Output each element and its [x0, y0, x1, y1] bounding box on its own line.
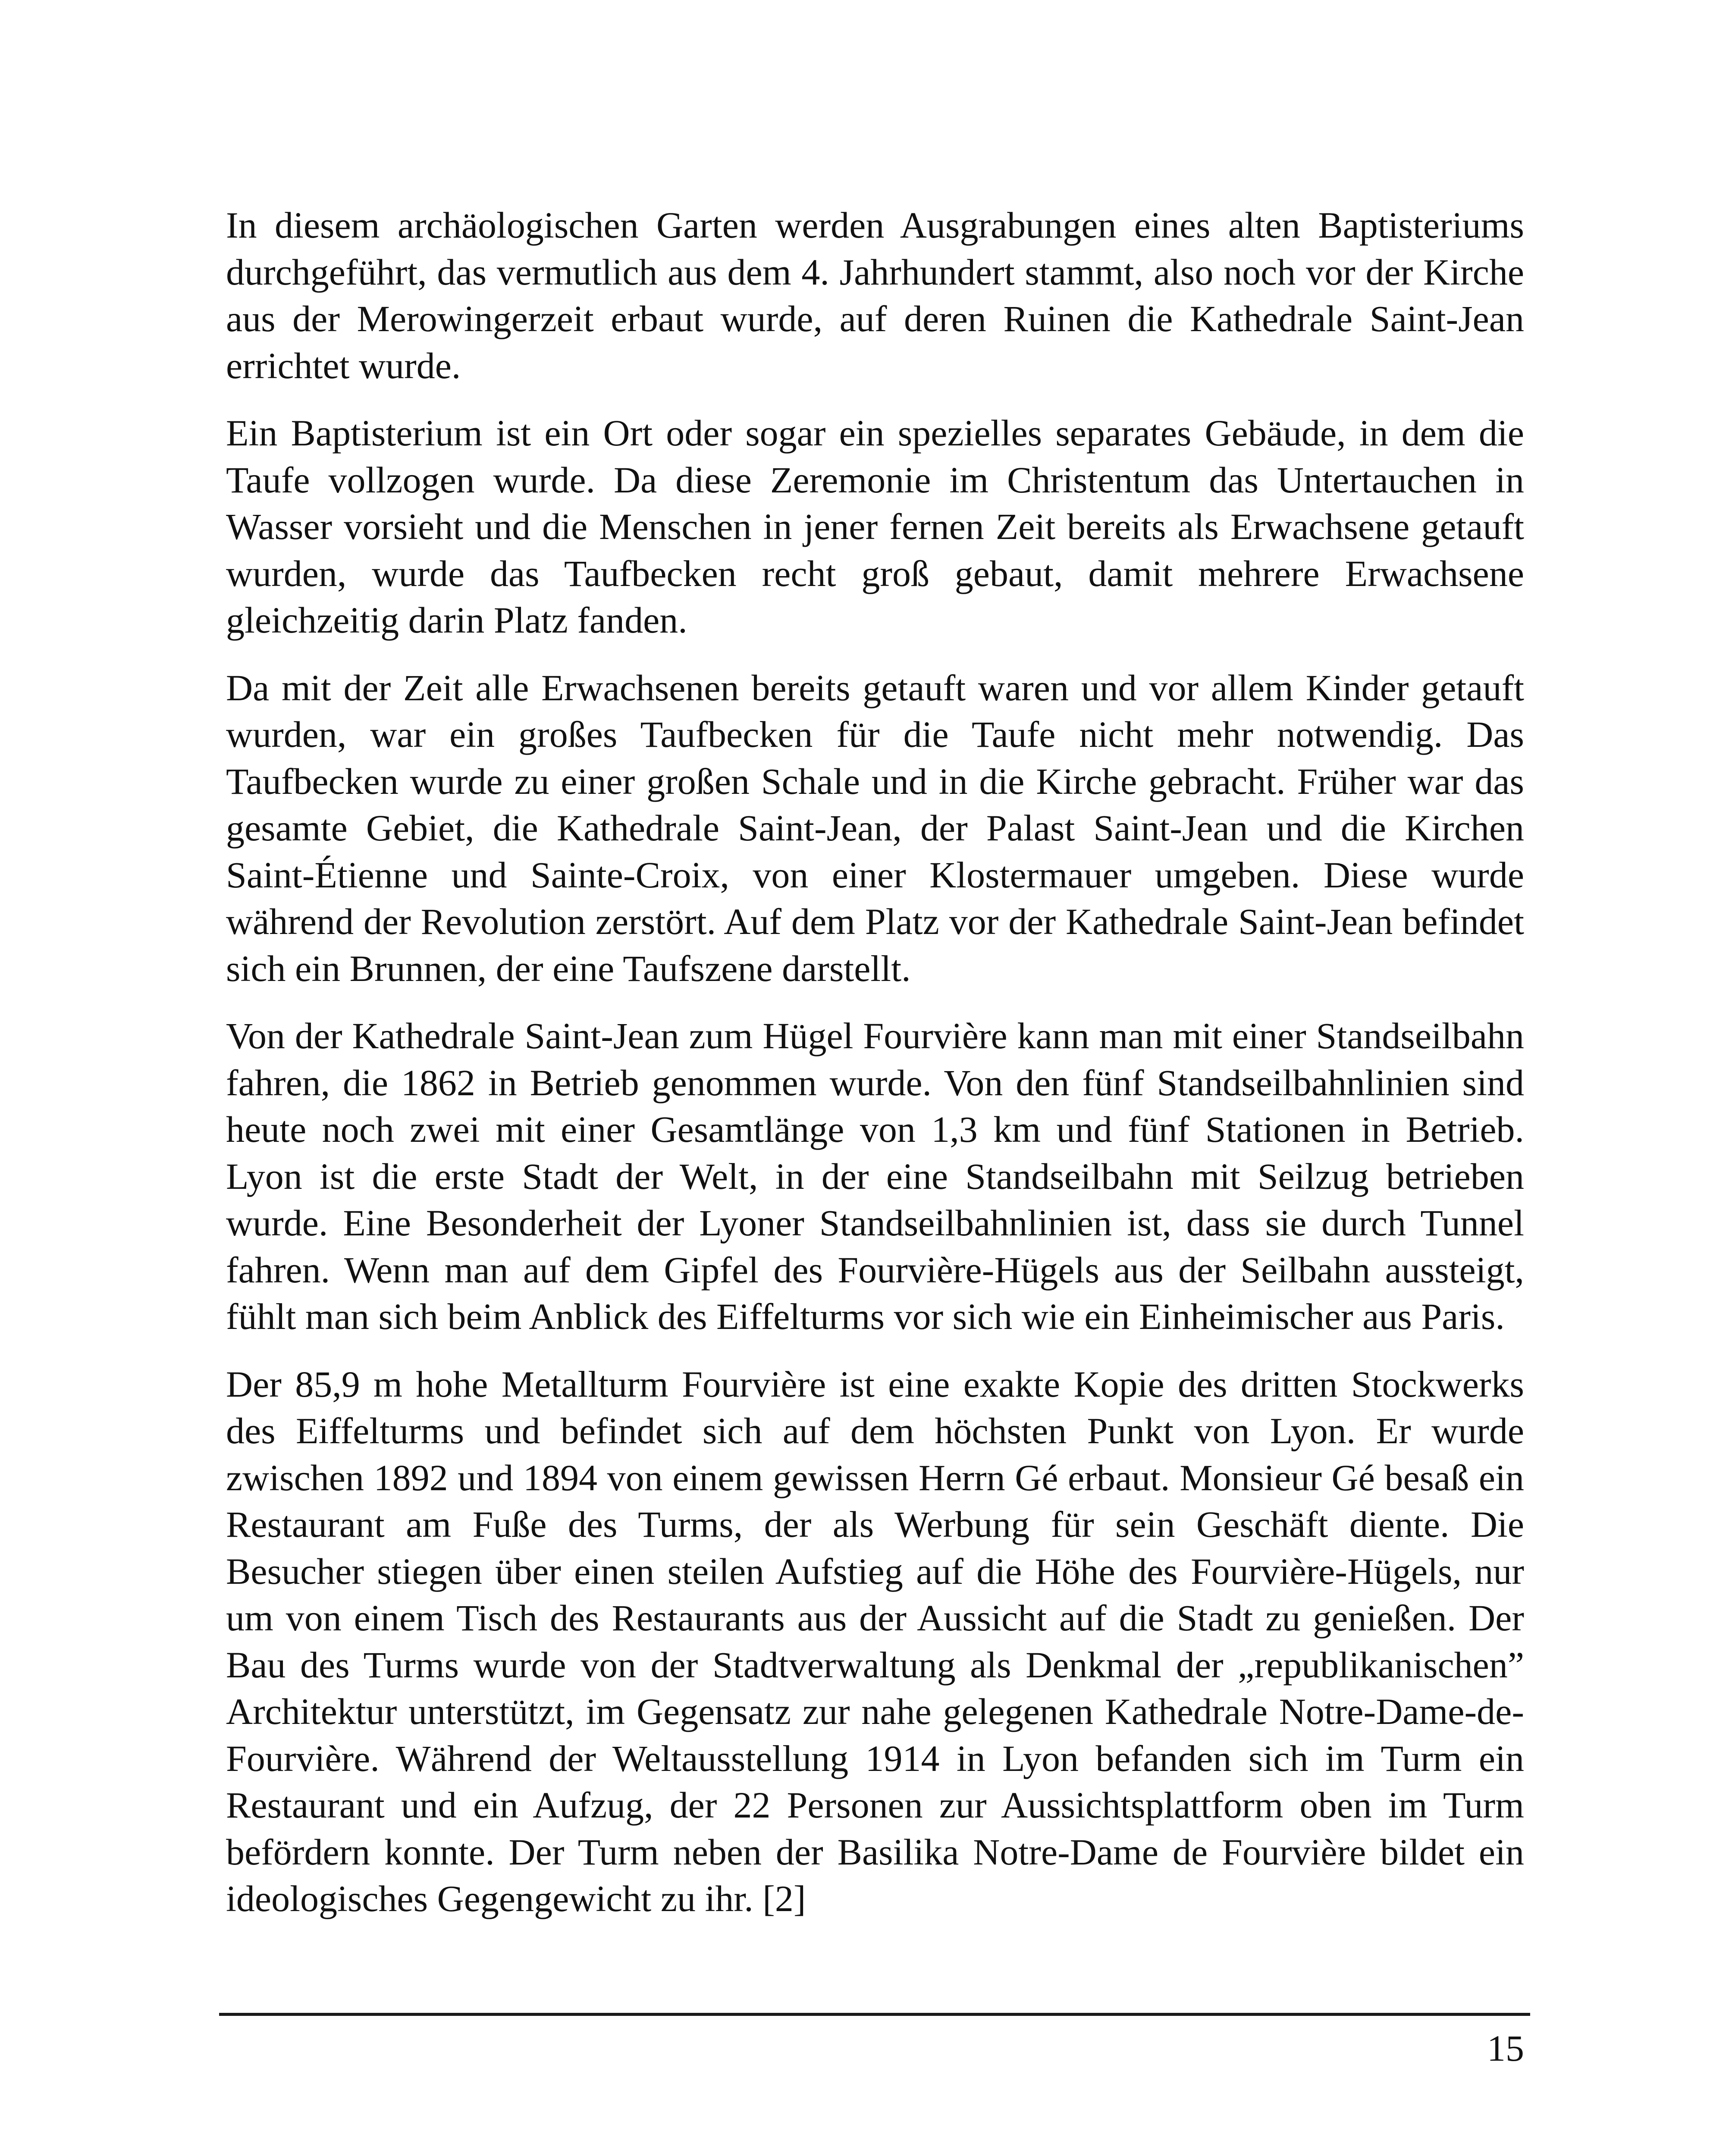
paragraph-baptistery-definition: Ein Baptisterium ist ein Ort oder sogar ein spezielles separates Gebäude, in dem die Taufe vollzogen wurde. Da diese Zeremonie im Christentum das Untertauchen in Wasser vorsieht und die Menschen in jener fernen Zeit bereits als Erwachsene getauft wurden, wurde das Taufbecken recht groß gebaut, damit mehrere Erwachsene gleichzeitig darin Platz fanden.: [226, 412, 1524, 641]
paragraph-baptismal-font: Da mit der Zeit alle Erwachsenen bereits getauft waren und vor allem Kinder getauft wurden, war ein großes Taufbecken für die Taufe nicht mehr notwendig. Das Taufbecken wurde zu einer großen Schale und in die Kirche gebracht. Früher war das gesamte Gebiet, die Kathedrale Saint-Jean, der Palast Saint-Jean und die Kirchen Saint-Étienne und Sainte-Croix, von einer Klostermauer umgeben. Diese wurde während der Revolution zerstört. Auf dem Platz vor der Kathedrale Saint-Jean befindet sich ein Brunnen, der eine Taufszene darstellt.: [226, 667, 1524, 989]
paragraph-funicular: Von der Kathedrale Saint-Jean zum Hügel Fourvière kann man mit einer Standseilbahn fahren, die 1862 in Betrieb genommen wurde. Von den fünf Standseilbahnlinien sind heute noch zwei mit einer Gesamtlänge von 1,3 km und fünf Stationen in Betrieb. Lyon ist die erste Stadt der Welt, in der eine Standseilbahn mit Seilzug betrieben wurde. Eine Besonderheit der Lyoner Standseilbahnlinien ist, dass sie durch Tunnel fahren. Wenn man auf dem Gipfel des Fourvière-Hügels aus der Seilbahn aussteigt, fühlt man sich beim Anblick des Eiffelturms vor sich wie ein Einheimischer aus Paris.: [226, 1015, 1524, 1337]
paragraph-fourviere-tower: Der 85,9 m hohe Metallturm Fourvière ist eine exakte Kopie des dritten Stockwerks des Eiffelturms und befindet sich auf dem höchsten Punkt von Lyon. Er wurde zwischen 1892 und 1894 von einem gewissen Herrn Gé erbaut. Monsieur Gé besaß ein Restaurant am Fuße des Turms, der als Werbung für sein Geschäft diente. Die Besucher stiegen über einen steilen Aufstieg auf die Höhe des Fourvière-Hügels, nur um von einem Tisch des Restaurants aus der Aussicht auf die Stadt zu genießen. Der Bau des Turms wurde von der Stadtverwaltung als Denkmal der „republikanischen” Architektur unterstützt, im Gegensatz zur nahe gelegenen Kathedrale Notre-Dame-de-Fourvière. Während der Weltausstellung 1914 in Lyon befanden sich im Turm ein Restaurant und ein Aufzug, der 22 Personen zur Aussichtsplattform oben im Turm befördern konnte. Der Turm neben der Basilika Notre-Dame de Fourvière bildet ein ideologisches Gegengewicht zu ihr. [2]: [226, 1363, 1524, 1919]
footer-divider: [219, 2013, 1530, 2016]
page-number: 15: [1487, 2028, 1524, 2069]
paragraph-baptistery-garden: In diesem archäologischen Garten werden Ausgrabungen eines alten Baptisteriums durchgeführt, das vermutlich aus dem 4. Jahrhundert stammt, also noch vor der Kirche aus der Merowingerzeit erbaut wurde, auf deren Ruinen die Kathedrale Saint-Jean errichtet wurde.: [226, 204, 1524, 386]
body-text: [226, 202, 1524, 1943]
